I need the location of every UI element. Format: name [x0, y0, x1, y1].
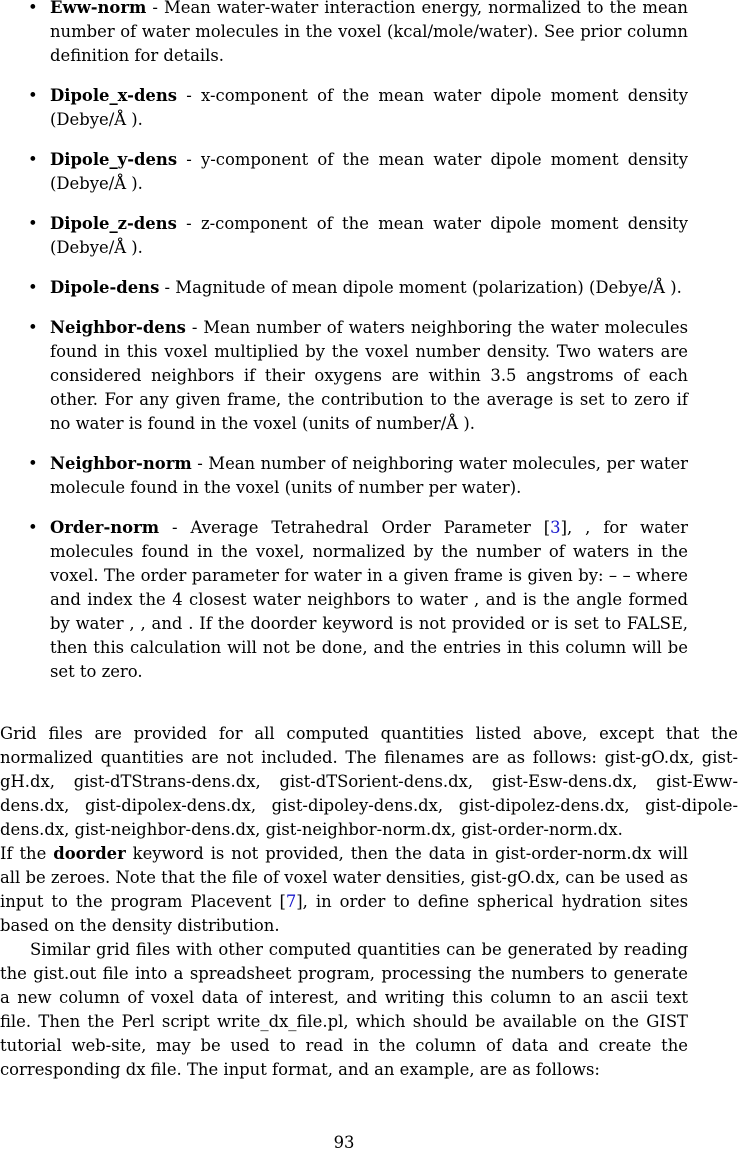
list-item-dipole-y-dens	[0, 148, 688, 196]
term-dipole-x-dens: Dipole_x-dens	[50, 86, 178, 105]
list-item-neighbor-norm	[0, 452, 688, 500]
definition-neighbor-norm: - Mean number of neighboring water molecules, per water molecule found in the voxel (units of number per water).	[50, 454, 688, 497]
term-eww-norm: Eww-norm	[50, 0, 147, 17]
term-dipole-z-dens: Dipole_z-dens	[50, 214, 177, 233]
bullet-icon: •	[28, 278, 38, 297]
doorder-paragraph	[0, 842, 688, 938]
list-item-eww-norm	[0, 0, 688, 68]
term-dipole-dens: Dipole-dens	[50, 278, 160, 297]
bullet-icon: •	[28, 318, 38, 337]
definition-order-norm-part1: - Average Tetrahedral Order Parameter [	[159, 518, 551, 537]
similar-grid-files-paragraph: Similar grid files with other computed quantities can be generated by reading the gist.out file into a spreadsheet program, processing the numbers to generate a new column of voxel data of interest, and writing this column to an ascii text file. Then the Perl script write_dx_file.pl, which should be available on the GIST tutorial web-site, may be used to read in the column of data and create the corresponding dx file. The input format, and an example, are as follows:	[0, 940, 688, 1079]
doorder-text-mid: keyword is not provided, then the data in gist-order-norm.dx will all be zeroes. Note that the file of voxel water densities, gist-gO.dx, can be used as input to the program Placevent [	[0, 844, 688, 911]
definition-eww-norm: - Mean water-water interaction energy, normalized to the mean number of water molecules in the voxel (kcal/mole/water). See prior column definition for details.	[50, 0, 688, 65]
list-item-dipole-dens	[0, 276, 738, 300]
list-item-neighbor-dens	[0, 316, 688, 436]
grid-files-paragraph	[0, 722, 738, 842]
bullet-icon: •	[28, 0, 38, 17]
list-item-order-norm	[0, 516, 688, 684]
bullet-icon: •	[28, 518, 38, 537]
term-order-norm: Order-norm	[50, 518, 160, 537]
list-item-dipole-z-dens	[0, 212, 688, 260]
citation-link-7[interactable]: 7	[285, 892, 297, 911]
definition-dipole-dens: - Magnitude of mean dipole moment (polarization) (Debye/Å ).	[159, 278, 682, 297]
page-number: 93	[333, 1133, 355, 1152]
definition-order-norm-part2: ], , for water molecules found in the voxel, normalized by the number of waters in the voxel. The order parameter for water in a given frame is given by: – – where and index the 4 closest water neighbors to water , and is the angle formed by water , , and . If the doorder keyword is not provided or is set to FALSE, then this calculation will not be done, and the entries in this column will be set to zero.	[50, 518, 688, 681]
term-neighbor-norm: Neighbor-norm	[50, 454, 192, 473]
definition-dipole-z-dens: - z-component of the mean water dipole moment density (Debye/Å ).	[50, 214, 688, 257]
citation-link-3[interactable]: 3	[550, 518, 561, 537]
bullet-icon: •	[28, 454, 38, 473]
definition-dipole-y-dens: - y-component of the mean water dipole moment density (Debye/Å ).	[50, 150, 688, 193]
doorder-text-end: ], in order to define spherical hydration sites based on the density distribution.	[0, 892, 688, 935]
grid-files-text: Grid files are provided for all computed quantities listed above, except that the normalized quantities are not included. The filenames are as follows: gist-gO.dx, gist-gH.dx, gist-dTStrans-dens.dx, gist-dTSorient-dens.dx, gist-Esw-dens.dx, gist-Eww-dens.dx, gist-dipolex-dens.dx, gist-dipoley-dens.dx, gist-dipolez-dens.dx, gist-dipole-dens.dx, gist-neighbor-dens.dx, gist-neighbor-norm.dx, gist-order-norm.dx.	[0, 724, 738, 839]
bullet-icon: •	[28, 86, 38, 105]
term-dipole-y-dens: Dipole_y-dens	[50, 150, 178, 169]
list-item-dipole-x-dens	[0, 84, 688, 132]
bullet-icon: •	[28, 150, 38, 169]
doorder-text-start: If the	[0, 844, 54, 863]
definition-neighbor-dens: - Mean number of waters neighboring the water molecules found in this voxel multiplied by the voxel number density. Two waters are considered neighbors if their oxygens are within 3.5 angstroms of each other. For any given frame, the contribution to the average is set to zero if no water is found in the voxel (units of number/Å ).	[50, 318, 688, 433]
doorder-keyword: doorder	[53, 844, 126, 863]
term-neighbor-dens: Neighbor-dens	[50, 318, 186, 337]
body-text	[0, 722, 738, 1082]
definition-dipole-x-dens: - x-component of the mean water dipole moment density (Debye/Å ).	[50, 86, 688, 129]
bullet-icon: •	[28, 214, 38, 233]
